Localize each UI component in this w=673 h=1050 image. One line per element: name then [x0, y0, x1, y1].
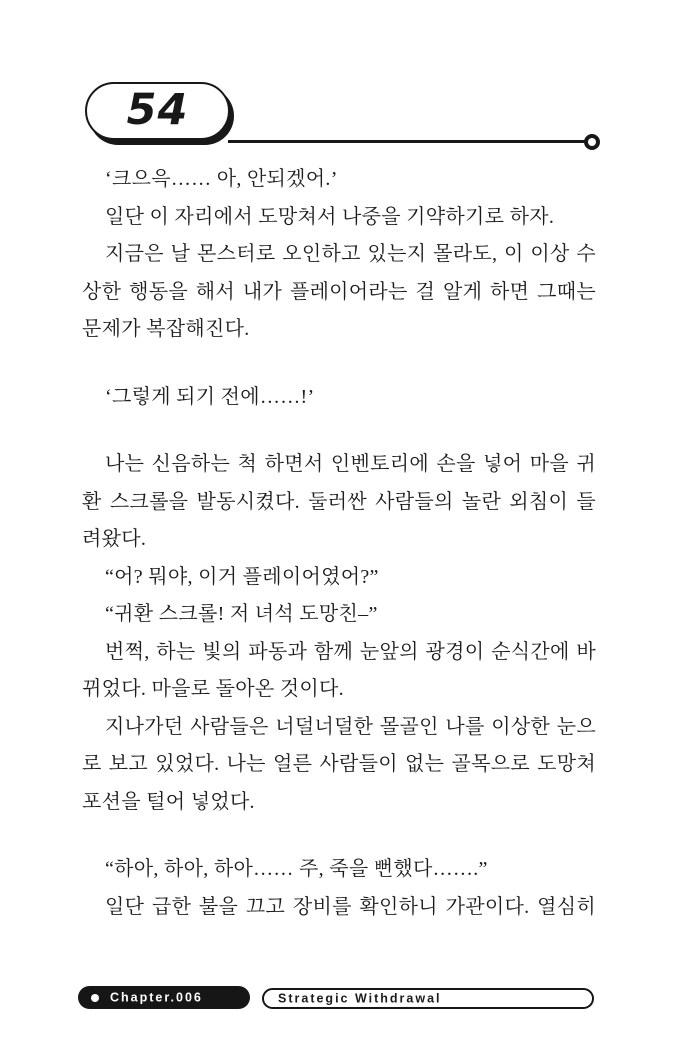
- text-line: “어? 뭐야, 이거 플레이어였어?”: [105, 565, 379, 588]
- text-line: 로 보고 있었다. 나는 얼른 사람들이 없는 골목으로 도망쳐: [82, 753, 596, 775]
- text-line: 지나가던 사람들은 너덜너덜한 몰골인 나를 이상한 눈으: [105, 715, 596, 738]
- text-line: 번쩍, 하는 빛의 파동과 함께 눈앞의 광경이 순식간에 바: [105, 640, 596, 663]
- chapter-label: Chapter.006: [110, 990, 203, 1004]
- chapter-badge: [78, 986, 250, 1009]
- header-rule-line: [228, 140, 588, 143]
- text-line: 뀌었다. 마을로 돌아온 것이다.: [82, 678, 344, 700]
- text-line: 환 스크롤을 발동시켰다. 둘러싼 사람들의 놀란 외침이 들: [82, 490, 596, 513]
- text-line: “하아, 하아, 하아…… 주, 죽을 뻔했다…….”: [105, 858, 488, 880]
- body-text: [82, 161, 596, 926]
- text-line: ‘그렇게 되기 전에……!’: [105, 385, 315, 408]
- page-number: 54: [126, 85, 189, 135]
- header-rule-endpoint-ring-icon: [584, 134, 600, 150]
- text-line: 일단 급한 불을 끄고 장비를 확인하니 가관이다. 열심히: [105, 895, 596, 918]
- text-line: “귀환 스크롤! 저 녀석 도망친–”: [105, 603, 378, 625]
- text-line: 나는 신음하는 척 하면서 인벤토리에 손을 넣어 마을 귀: [105, 453, 596, 475]
- section-title-label: Strategic Withdrawal: [278, 991, 442, 1005]
- text-line: 문제가 복잡해진다.: [82, 318, 250, 340]
- section-title-pill: [262, 988, 594, 1009]
- page-number-badge: [85, 82, 230, 140]
- text-line: 일단 이 자리에서 도망쳐서 나중을 기약하기로 하자.: [105, 205, 555, 228]
- text-line: 려왔다.: [82, 528, 147, 550]
- text-line: 지금은 날 몬스터로 오인하고 있는지 몰라도, 이 이상 수: [105, 243, 596, 265]
- text-line: 상한 행동을 해서 내가 플레이어라는 걸 알게 하면 그때는: [82, 280, 596, 303]
- text-line: ‘크으윽…… 아, 안되겠어.’: [105, 168, 338, 190]
- chapter-dot-icon: [91, 994, 99, 1002]
- text-line: 포션을 털어 넣었다.: [82, 790, 255, 813]
